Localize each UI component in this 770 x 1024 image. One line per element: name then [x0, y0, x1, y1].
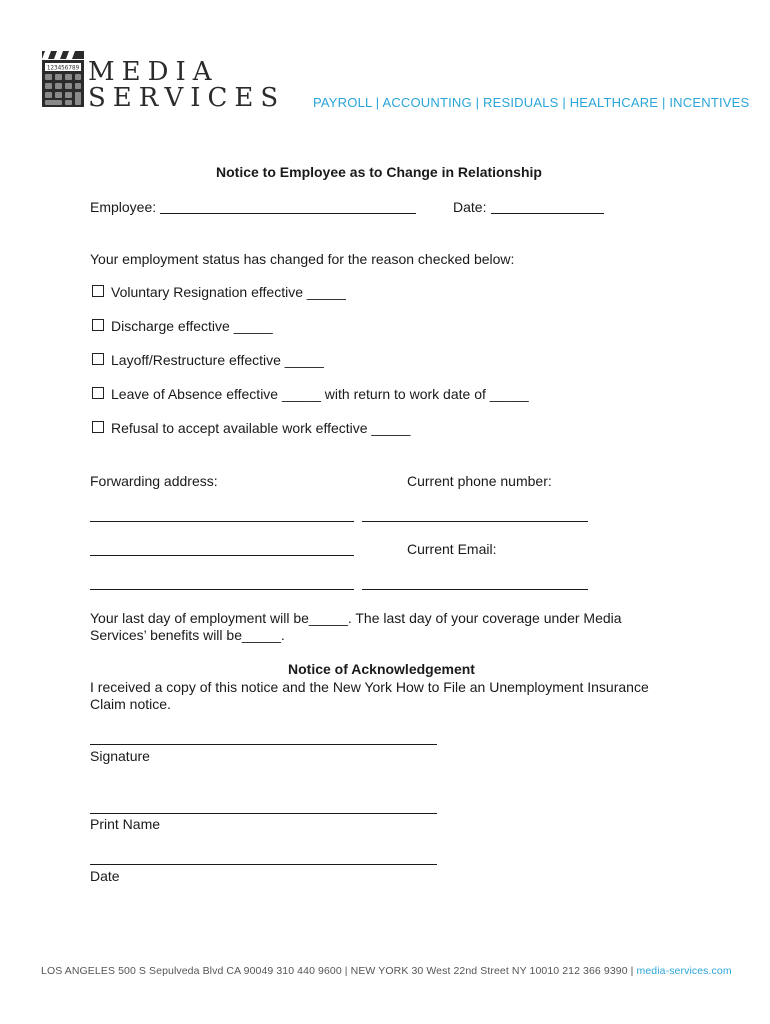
last-day-text-line-2: Services’ benefits will be_____. — [90, 627, 285, 643]
logo — [41, 47, 286, 113]
current-email-label: Current Email: — [407, 541, 497, 557]
acknowledgement-heading: Notice of Acknowledgement — [288, 661, 475, 677]
reason-label: Layoff/Restructure effective _____ — [111, 352, 324, 368]
print-name-field[interactable] — [90, 813, 437, 814]
signature-field[interactable] — [90, 744, 437, 745]
reason-option-leave-of-absence[interactable] — [90, 385, 570, 405]
refusal-checkbox[interactable] — [92, 421, 104, 433]
date-field[interactable] — [491, 213, 604, 214]
discharge-checkbox[interactable] — [92, 319, 104, 331]
logo-word-media: MEDIA — [88, 57, 219, 87]
footer-address-text: LOS ANGELES 500 S Sepulveda Blvd CA 90049 310 440 9600 | NEW YORK 30 West 22nd Street NY 10010 212 366 9390 | — [41, 965, 637, 977]
reason-option-discharge[interactable] — [90, 317, 490, 337]
acknowledgement-text-line-2: Claim notice. — [90, 696, 171, 712]
employee-field[interactable] — [160, 213, 416, 214]
svg-text:123456789: 123456789 — [46, 64, 80, 72]
reason-option-refusal[interactable] — [90, 419, 490, 439]
print-name-label: Print Name — [90, 816, 161, 832]
form-title: Notice to Employee as to Change in Relationship — [216, 164, 542, 180]
acknowledgement-text-line-1: I received a copy of this notice and the New York How to File an Unemployment Insurance — [90, 679, 649, 695]
ack-date-label: Date — [90, 868, 120, 884]
reason-intro: Your employment status has changed for the reason checked below: — [90, 251, 515, 267]
reason-label: Voluntary Resignation effective _____ — [111, 284, 346, 300]
signature-label: Signature — [90, 748, 150, 764]
last-day-text-line-1: Your last day of employment will be_____. The last day of your coverage under Media — [90, 610, 622, 626]
reason-label: Leave of Absence effective _____ with return to work date of _____ — [111, 386, 529, 402]
forwarding-address-line-3[interactable] — [90, 589, 354, 590]
footer-website-link[interactable]: media-services.com — [636, 965, 732, 977]
forwarding-address-line-2[interactable] — [90, 555, 354, 556]
voluntary-resignation-checkbox[interactable] — [92, 285, 104, 297]
reason-option-voluntary-resignation[interactable] — [90, 283, 490, 303]
current-phone-field[interactable] — [362, 521, 588, 522]
ack-date-field[interactable] — [90, 864, 437, 865]
reason-option-layoff-restructure[interactable] — [90, 351, 490, 371]
layoff-restructure-checkbox[interactable] — [92, 353, 104, 365]
forwarding-address-line-1[interactable] — [90, 521, 354, 522]
leave-of-absence-checkbox[interactable] — [92, 387, 104, 399]
clapperboard-calculator-icon — [41, 47, 85, 109]
reason-label: Refusal to accept available work effective _____ — [111, 420, 411, 436]
tagline: PAYROLL | ACCOUNTING | RESIDUALS | HEALTHCARE | INCENTIVES — [313, 95, 750, 110]
date-label: Date: — [453, 199, 487, 215]
employee-label: Employee: — [90, 199, 157, 215]
current-phone-label: Current phone number: — [407, 473, 552, 489]
logo-word-services: SERVICES — [88, 83, 286, 113]
current-email-field[interactable] — [362, 589, 588, 590]
reason-label: Discharge effective _____ — [111, 318, 273, 334]
forwarding-address-label: Forwarding address: — [90, 473, 218, 489]
footer-address — [41, 965, 732, 977]
